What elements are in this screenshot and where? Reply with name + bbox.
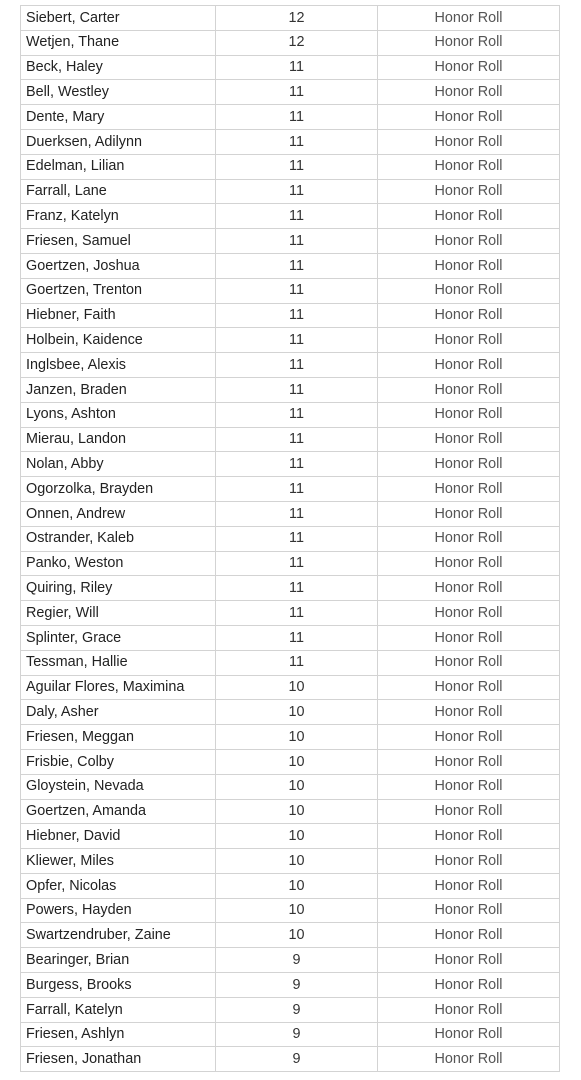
- grade-cell[interactable]: 10: [216, 774, 378, 799]
- award-cell[interactable]: Honor Roll: [378, 278, 560, 303]
- grade-cell[interactable]: 11: [216, 650, 378, 675]
- student-name-cell[interactable]: Swartzendruber, Zaine: [21, 923, 216, 948]
- award-cell[interactable]: Honor Roll: [378, 650, 560, 675]
- grade-cell[interactable]: 11: [216, 551, 378, 576]
- award-cell[interactable]: Honor Roll: [378, 55, 560, 80]
- grade-cell[interactable]: 11: [216, 625, 378, 650]
- student-name-cell[interactable]: Aguilar Flores, Maximina: [21, 675, 216, 700]
- table-row: [21, 129, 560, 154]
- award-cell[interactable]: Honor Roll: [378, 303, 560, 328]
- student-name-cell[interactable]: Panko, Weston: [21, 551, 216, 576]
- grade-cell[interactable]: 10: [216, 873, 378, 898]
- award-cell[interactable]: Honor Roll: [378, 849, 560, 874]
- table-row: [21, 824, 560, 849]
- award-cell[interactable]: Honor Roll: [378, 1047, 560, 1072]
- student-name-cell[interactable]: Tessman, Hallie: [21, 650, 216, 675]
- grade-cell[interactable]: 9: [216, 973, 378, 998]
- award-cell[interactable]: Honor Roll: [378, 30, 560, 55]
- table-row: [21, 700, 560, 725]
- student-name-cell[interactable]: Franz, Katelyn: [21, 204, 216, 229]
- student-name-cell[interactable]: Friesen, Samuel: [21, 229, 216, 254]
- award-cell[interactable]: Honor Roll: [378, 402, 560, 427]
- grade-cell[interactable]: 11: [216, 501, 378, 526]
- grade-cell[interactable]: 11: [216, 576, 378, 601]
- student-name-cell[interactable]: Goertzen, Joshua: [21, 253, 216, 278]
- student-name-cell[interactable]: Lyons, Ashton: [21, 402, 216, 427]
- table-row: [21, 1022, 560, 1047]
- student-name-cell[interactable]: Hiebner, Faith: [21, 303, 216, 328]
- award-cell[interactable]: Honor Roll: [378, 675, 560, 700]
- award-cell[interactable]: Honor Roll: [378, 725, 560, 750]
- student-name-cell[interactable]: Goertzen, Amanda: [21, 799, 216, 824]
- table-row: [21, 948, 560, 973]
- award-cell[interactable]: Honor Roll: [378, 1022, 560, 1047]
- table-row: [21, 452, 560, 477]
- grade-cell[interactable]: 11: [216, 452, 378, 477]
- grade-cell[interactable]: 10: [216, 675, 378, 700]
- award-cell[interactable]: Honor Roll: [378, 105, 560, 130]
- grade-cell[interactable]: 11: [216, 105, 378, 130]
- grade-cell[interactable]: 11: [216, 328, 378, 353]
- grade-cell[interactable]: 11: [216, 154, 378, 179]
- table-row: [21, 774, 560, 799]
- table-row: [21, 501, 560, 526]
- award-cell[interactable]: Honor Roll: [378, 576, 560, 601]
- student-name-cell[interactable]: Goertzen, Trenton: [21, 278, 216, 303]
- grade-cell[interactable]: 11: [216, 601, 378, 626]
- table-row: [21, 675, 560, 700]
- award-cell[interactable]: Honor Roll: [378, 452, 560, 477]
- student-name-cell[interactable]: Friesen, Jonathan: [21, 1047, 216, 1072]
- student-name-cell[interactable]: Hiebner, David: [21, 824, 216, 849]
- table-row: [21, 30, 560, 55]
- grade-cell[interactable]: 11: [216, 303, 378, 328]
- table-row: [21, 353, 560, 378]
- table-row: [21, 402, 560, 427]
- student-name-cell[interactable]: Friesen, Meggan: [21, 725, 216, 750]
- grade-cell[interactable]: 9: [216, 1047, 378, 1072]
- student-name-cell[interactable]: Ostrander, Kaleb: [21, 526, 216, 551]
- table-row: [21, 973, 560, 998]
- award-cell[interactable]: Honor Roll: [378, 501, 560, 526]
- student-name-cell[interactable]: Edelman, Lilian: [21, 154, 216, 179]
- table-row: [21, 873, 560, 898]
- student-name-cell[interactable]: Burgess, Brooks: [21, 973, 216, 998]
- award-cell[interactable]: Honor Roll: [378, 427, 560, 452]
- grade-cell[interactable]: 11: [216, 278, 378, 303]
- table-row: [21, 278, 560, 303]
- award-cell[interactable]: Honor Roll: [378, 873, 560, 898]
- table-row: [21, 997, 560, 1022]
- student-name-cell[interactable]: Farrall, Katelyn: [21, 997, 216, 1022]
- student-name-cell[interactable]: Onnen, Andrew: [21, 501, 216, 526]
- student-name-cell[interactable]: Gloystein, Nevada: [21, 774, 216, 799]
- honor-roll-rows: [21, 6, 560, 1072]
- grade-cell[interactable]: 9: [216, 1022, 378, 1047]
- award-cell[interactable]: Honor Roll: [378, 551, 560, 576]
- grade-cell[interactable]: 11: [216, 353, 378, 378]
- award-cell[interactable]: Honor Roll: [378, 774, 560, 799]
- award-cell[interactable]: Honor Roll: [378, 80, 560, 105]
- table-row: [21, 6, 560, 31]
- table-row: [21, 625, 560, 650]
- student-name-cell[interactable]: Bell, Westley: [21, 80, 216, 105]
- table-row: [21, 204, 560, 229]
- student-name-cell[interactable]: Regier, Will: [21, 601, 216, 626]
- student-name-cell[interactable]: Friesen, Ashlyn: [21, 1022, 216, 1047]
- award-cell[interactable]: Honor Roll: [378, 253, 560, 278]
- grade-cell[interactable]: 11: [216, 377, 378, 402]
- student-name-cell[interactable]: Duerksen, Adilynn: [21, 129, 216, 154]
- student-name-cell[interactable]: Powers, Hayden: [21, 898, 216, 923]
- table-row: [21, 799, 560, 824]
- table-row: [21, 849, 560, 874]
- grade-cell[interactable]: 10: [216, 799, 378, 824]
- grade-cell[interactable]: 10: [216, 923, 378, 948]
- table-row: [21, 303, 560, 328]
- grade-cell[interactable]: 11: [216, 402, 378, 427]
- award-cell[interactable]: Honor Roll: [378, 377, 560, 402]
- table-row: [21, 179, 560, 204]
- student-name-cell[interactable]: Siebert, Carter: [21, 6, 216, 31]
- grade-cell[interactable]: 11: [216, 204, 378, 229]
- student-name-cell[interactable]: Frisbie, Colby: [21, 749, 216, 774]
- grade-cell[interactable]: 11: [216, 129, 378, 154]
- award-cell[interactable]: Honor Roll: [378, 154, 560, 179]
- student-name-cell[interactable]: Quiring, Riley: [21, 576, 216, 601]
- table-row: [21, 427, 560, 452]
- table-row: [21, 229, 560, 254]
- table-row: [21, 576, 560, 601]
- award-cell[interactable]: Honor Roll: [378, 749, 560, 774]
- grade-cell[interactable]: 11: [216, 179, 378, 204]
- award-cell[interactable]: Honor Roll: [378, 526, 560, 551]
- award-cell[interactable]: Honor Roll: [378, 179, 560, 204]
- award-cell[interactable]: Honor Roll: [378, 601, 560, 626]
- grade-cell[interactable]: 12: [216, 30, 378, 55]
- student-name-cell[interactable]: Kliewer, Miles: [21, 849, 216, 874]
- table-row: [21, 601, 560, 626]
- table-row: [21, 1047, 560, 1072]
- award-cell[interactable]: Honor Roll: [378, 477, 560, 502]
- grade-cell[interactable]: 10: [216, 749, 378, 774]
- student-name-cell[interactable]: Ogorzolka, Brayden: [21, 477, 216, 502]
- award-cell[interactable]: Honor Roll: [378, 824, 560, 849]
- grade-cell[interactable]: 10: [216, 700, 378, 725]
- student-name-cell[interactable]: Farrall, Lane: [21, 179, 216, 204]
- table-row: [21, 80, 560, 105]
- student-name-cell[interactable]: Mierau, Landon: [21, 427, 216, 452]
- grade-cell[interactable]: 11: [216, 55, 378, 80]
- award-cell[interactable]: Honor Roll: [378, 973, 560, 998]
- award-cell[interactable]: Honor Roll: [378, 997, 560, 1022]
- table-row: [21, 551, 560, 576]
- table-row: [21, 328, 560, 353]
- student-name-cell[interactable]: Opfer, Nicolas: [21, 873, 216, 898]
- student-name-cell[interactable]: Nolan, Abby: [21, 452, 216, 477]
- student-name-cell[interactable]: Splinter, Grace: [21, 625, 216, 650]
- grade-cell[interactable]: 9: [216, 948, 378, 973]
- table-row: [21, 253, 560, 278]
- grade-cell[interactable]: 11: [216, 229, 378, 254]
- award-cell[interactable]: Honor Roll: [378, 204, 560, 229]
- award-cell[interactable]: Honor Roll: [378, 898, 560, 923]
- table-row: [21, 725, 560, 750]
- table-row: [21, 154, 560, 179]
- grade-cell[interactable]: 10: [216, 824, 378, 849]
- award-cell[interactable]: Honor Roll: [378, 923, 560, 948]
- student-name-cell[interactable]: Daly, Asher: [21, 700, 216, 725]
- student-name-cell[interactable]: Holbein, Kaidence: [21, 328, 216, 353]
- grade-cell[interactable]: 9: [216, 997, 378, 1022]
- award-cell[interactable]: Honor Roll: [378, 129, 560, 154]
- table-row: [21, 526, 560, 551]
- table-row: [21, 898, 560, 923]
- grade-cell[interactable]: 11: [216, 427, 378, 452]
- grade-cell[interactable]: 10: [216, 898, 378, 923]
- table-row: [21, 477, 560, 502]
- student-name-cell[interactable]: Dente, Mary: [21, 105, 216, 130]
- student-name-cell[interactable]: Wetjen, Thane: [21, 30, 216, 55]
- grade-cell[interactable]: 10: [216, 725, 378, 750]
- table-row: [21, 749, 560, 774]
- grade-cell[interactable]: 12: [216, 6, 378, 31]
- table-row: [21, 923, 560, 948]
- award-cell[interactable]: Honor Roll: [378, 625, 560, 650]
- grade-cell[interactable]: 11: [216, 477, 378, 502]
- student-name-cell[interactable]: Janzen, Braden: [21, 377, 216, 402]
- award-cell[interactable]: Honor Roll: [378, 799, 560, 824]
- award-cell[interactable]: Honor Roll: [378, 948, 560, 973]
- award-cell[interactable]: Honor Roll: [378, 353, 560, 378]
- student-name-cell[interactable]: Bearinger, Brian: [21, 948, 216, 973]
- grade-cell[interactable]: 10: [216, 849, 378, 874]
- table-row: [21, 105, 560, 130]
- grade-cell[interactable]: 11: [216, 80, 378, 105]
- grade-cell[interactable]: 11: [216, 253, 378, 278]
- table-row: [21, 377, 560, 402]
- award-cell[interactable]: Honor Roll: [378, 6, 560, 31]
- award-cell[interactable]: Honor Roll: [378, 328, 560, 353]
- table-row: [21, 55, 560, 80]
- award-cell[interactable]: Honor Roll: [378, 229, 560, 254]
- student-name-cell[interactable]: Beck, Haley: [21, 55, 216, 80]
- grade-cell[interactable]: 11: [216, 526, 378, 551]
- table-row: [21, 650, 560, 675]
- award-cell[interactable]: Honor Roll: [378, 700, 560, 725]
- honor-roll-table: [20, 5, 560, 1072]
- student-name-cell[interactable]: Inglsbee, Alexis: [21, 353, 216, 378]
